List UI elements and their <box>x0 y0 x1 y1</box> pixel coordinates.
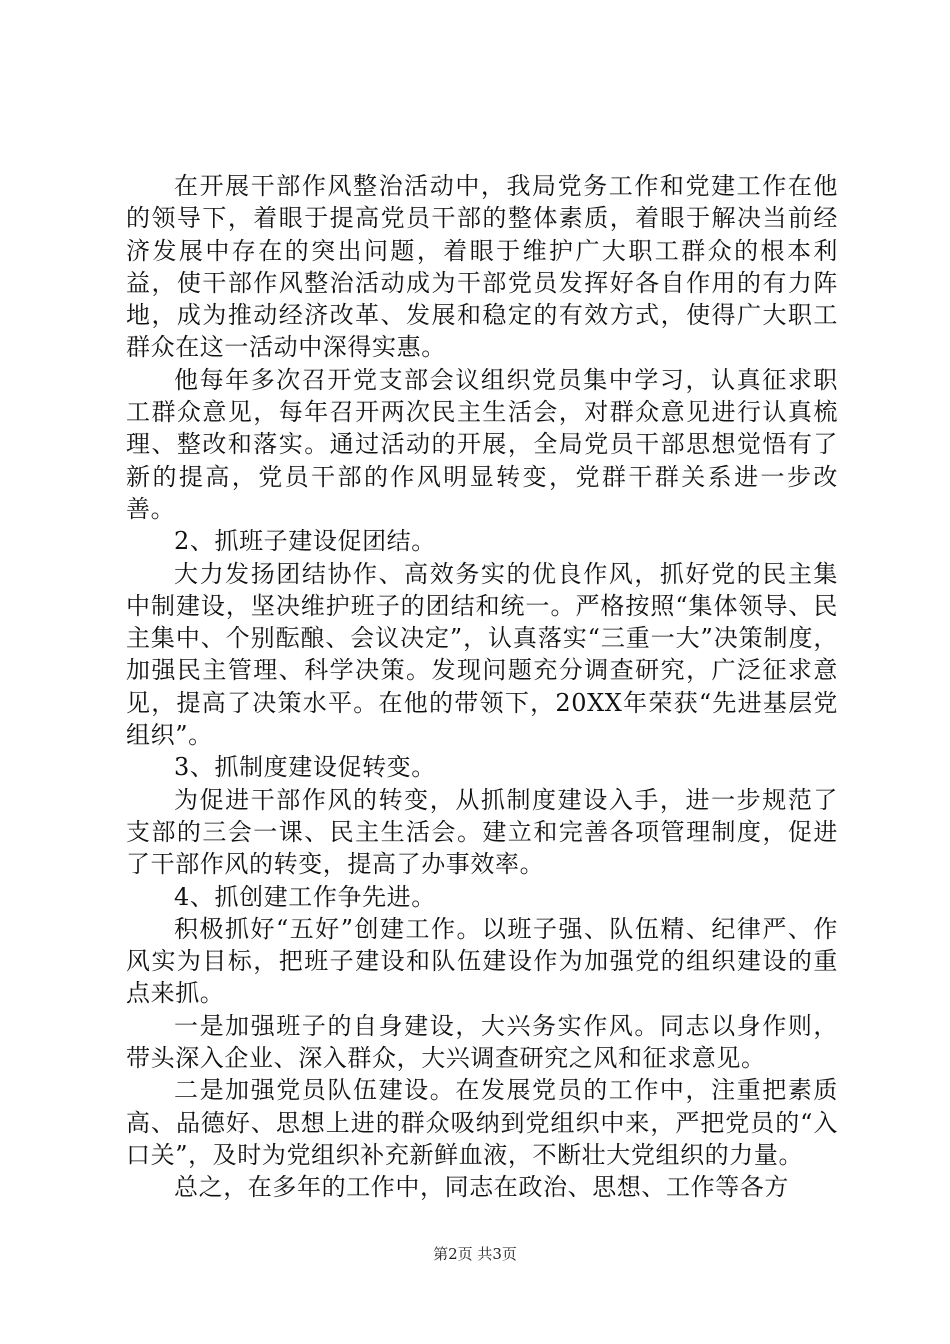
page-number: 第2页 <box>433 1245 473 1263</box>
paragraph-leadership-self-building: 一是加强班子的自身建设，大兴务实作风。同志以身作则，带头深入企业、深入群众，大兴调查研究之风和征求意见。 <box>126 1011 838 1073</box>
page-footer <box>0 1244 950 1264</box>
paragraph-five-good-creation: 积极抓好“五好”创建工作。以班子强、队伍精、纪律严、作风实为目标，把班子建设和队伍建设作为加强党的组织建设的重点来抓。 <box>126 914 838 1008</box>
paragraph-party-member-building: 二是加强党员队伍建设。在发展党员的工作中，注重把素质高、品德好、思想上进的群众吸纳到党组织中来，严把党员的“入口关”，及时为党组织补充新鲜血液，不断壮大党组织的力量。 <box>126 1076 838 1169</box>
paragraph-party-meetings: 他每年多次召开党支部会议组织党员集中学习，认真征求职工群众意见，每年召开两次民主生活会，对群众意见进行认真梳理、整改和落实。通过活动的开展，全局党员干部思想觉悟有了新的提高，党员干部的作风明显转变，党群干群关系进一步改善。 <box>126 365 838 523</box>
section-heading-system-building: 3、抓制度建设促转变。 <box>174 753 436 782</box>
document-body <box>126 170 838 1204</box>
paragraph-democratic-centralism: 大力发扬团结协作、高效务实的优良作风，抓好党的民主集中制建设，坚决维护班子的团结和统一。严格按照“集体领导、民主集中、个别酝酿、会议决定”，认真落实“三重一大”决策制度，加强民主管理、科学决策。发现问题充分调查研究，广泛征求意见，提高了决策水平。在他的带领下，20XX年荣获“先进基层党组织”。 <box>126 559 838 750</box>
section-heading-team-building: 2、抓班子建设促团结。 <box>174 527 436 556</box>
page-total: 共3页 <box>477 1245 517 1263</box>
paragraph-summary: 总之，在多年的工作中，同志在政治、思想、工作等各方 <box>174 1173 789 1202</box>
paragraph-system-building: 为促进干部作风的转变，从抓制度建设入手，进一步规范了支部的三会一课、民主生活会。建立和完善各项管理制度，促进了干部作风的转变，提高了办事效率。 <box>126 785 838 879</box>
section-heading-excellence-creation: 4、抓创建工作争先进。 <box>174 882 436 911</box>
paragraph-work-style-rectification: 在开展干部作风整治活动中，我局党务工作和党建工作在他的领导下，着眼于提高党员干部的整体素质，着眼于解决当前经济发展中存在的突出问题，着眼于维护广大职工群众的根本利益，使干部作风整治活动成为干部党员发挥好各自作用的有力阵地，成为推动经济改革、发展和稳定的有效方式，使得广大职工群众在这一活动中深得实惠。 <box>126 172 838 362</box>
